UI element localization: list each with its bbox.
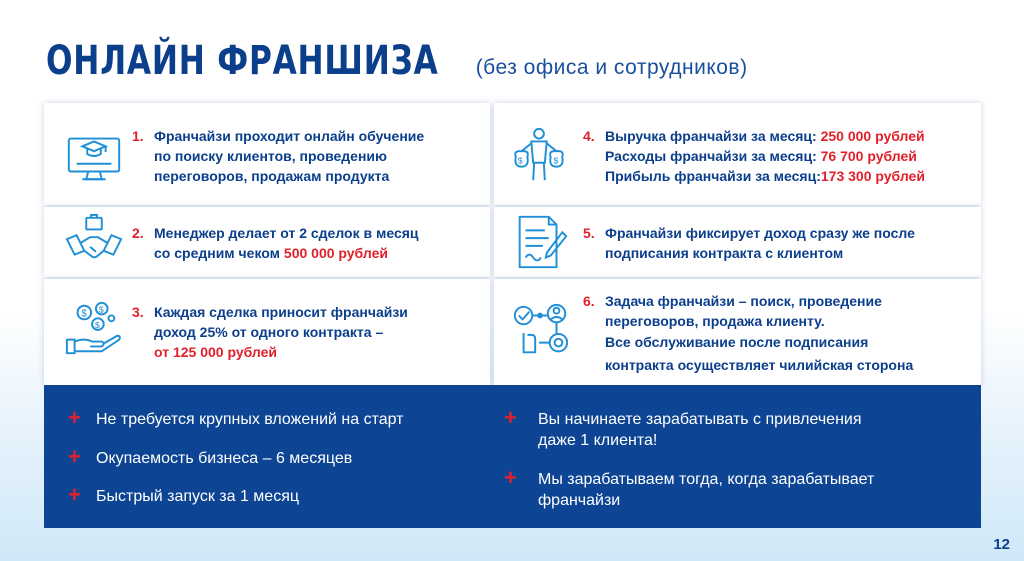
item-1-line: Франчайзи проходит онлайн обучение (154, 128, 425, 144)
item-3-line: Каждая сделка приносит франчайзи (154, 304, 408, 320)
svg-text:$: $ (553, 155, 559, 166)
plus-icon: + (68, 444, 81, 469)
title-main: ОНЛАЙН ФРАНШИЗА (46, 38, 439, 84)
svg-text:$: $ (517, 155, 523, 166)
item-5-line: Франчайзи фиксирует доход сразу же после (605, 225, 915, 241)
item-1-line: по поиску клиентов, проведению (154, 148, 387, 164)
benefit-left: Не требуется крупных вложений на старт (96, 411, 404, 428)
item-3-highlight: 125 000 рублей (172, 344, 278, 360)
item-6-line: контракта осуществляет чилийская сторона (605, 357, 914, 373)
benefit-left: Быстрый запуск за 1 месяц (96, 488, 300, 505)
money-hand-icon (63, 297, 125, 359)
plus-icon: + (504, 465, 517, 490)
item-3-number: 3. (132, 304, 144, 320)
item-4-value: 250 000 рублей (820, 128, 925, 144)
item-4-label: Выручка франчайзи за месяц: (605, 128, 817, 144)
benefit-right (538, 409, 862, 451)
svg-text:$: $ (98, 304, 104, 315)
page-title (46, 38, 748, 84)
item-2-number: 2. (132, 225, 144, 241)
plus-icon: + (68, 405, 81, 430)
svg-text:$: $ (81, 308, 87, 320)
item-1-line: переговоров, продажам продукта (154, 168, 390, 184)
benefit-right (538, 469, 874, 511)
online-training-icon (63, 125, 125, 187)
benefit-right-line: даже 1 клиента! (538, 432, 658, 449)
benefit-right-line: Вы начинаете зарабатывать с привлечения (538, 411, 862, 428)
item-5-line: подписания контракта с клиентом (605, 245, 844, 261)
item-3-line-prefix: от (154, 344, 173, 360)
item-4-label: Прибыль франчайзи за месяц: (605, 168, 821, 184)
item-4-value: 76 700 рублей (820, 148, 917, 164)
person-money-bags-icon (508, 124, 570, 186)
benefits-banner (44, 385, 981, 528)
item-4-value: 173 300 рублей (820, 168, 925, 184)
title-subtitle: (без офиса и сотрудников) (475, 56, 748, 79)
item-2-line: Менеджер делает от 2 сделок в месяц (154, 225, 419, 241)
item-6-line: Все обслуживание после подписания (605, 334, 869, 350)
item-2-highlight: 500 000 рублей (283, 245, 388, 261)
item-6-line: Задача франчайзи – поиск, проведение (605, 293, 882, 309)
item-6-number: 6. (583, 293, 595, 309)
item-3-line: доход 25% от одного контракта – (154, 324, 384, 340)
task-network-icon (510, 300, 572, 362)
page-number: 12 (993, 536, 1010, 553)
item-2-line-prefix: со средним чеком (154, 245, 284, 261)
benefit-right-line: Мы зарабатываем тогда, когда зарабатывает (538, 471, 875, 488)
benefit-right-line: франчайзи (538, 492, 621, 509)
item-4-number: 4. (583, 128, 595, 144)
plus-icon: + (68, 482, 81, 507)
item-6-line: переговоров, продажа клиенту. (605, 313, 825, 329)
benefit-left: Окупаемость бизнеса – 6 месяцев (96, 450, 353, 467)
item-5-number: 5. (583, 225, 595, 241)
item-4-label: Расходы франчайзи за месяц: (605, 148, 817, 164)
contract-pen-icon (510, 211, 572, 273)
handshake-briefcase-icon (63, 212, 125, 274)
plus-icon: + (504, 405, 517, 430)
item-1-number: 1. (132, 128, 144, 144)
svg-text:$: $ (94, 320, 100, 330)
